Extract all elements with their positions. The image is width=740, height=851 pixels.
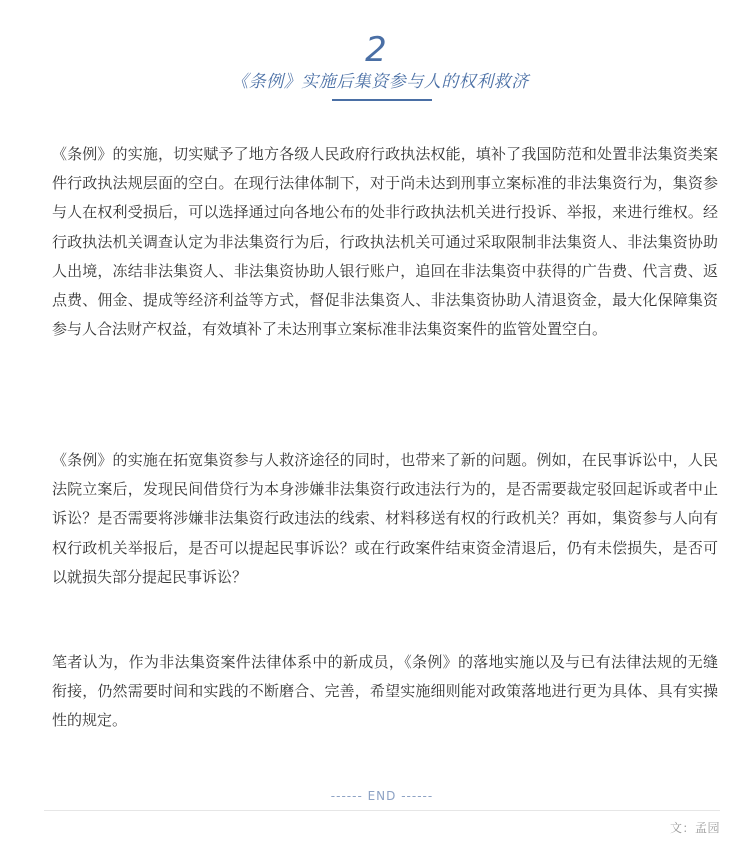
author-credit: 文：孟园 [669,821,720,835]
body-paragraph: 《条例》的实施在拓宽集资参与人救济途径的同时，也带来了新的问题。例如，在民事诉讼中，人民法院立案后，发现民间借贷行为本身涉嫌非法集资行政违法行为的，是否需要裁定驳回起诉或者中止诉讼？是否需要将涉嫌非法集资行政违法的线索、材料移送有权的行政机关？再如，集资参与人向有权行政机关举报后，是否可以提起民事诉讼？或在行政案件结束资金清退后，仍有未偿损失，是否可以就损失部分提起民事诉讼？ [52,451,718,586]
body-paragraph: 笔者认为，作为非法集资案件法律体系中的新成员，《条例》的落地实施以及与已有法律法规的无缝衔接，仍然需要时间和实践的不断磨合、完善，希望实施细则能对政策落地进行更为具体、具有实操性的规定。 [52,653,718,730]
title-underline [332,99,432,101]
body-paragraph: 《条例》的实施，切实赋予了地方各级人民政府行政执法权能，填补了我国防范和处置非法集资类案件行政执法规层面的空白。在现行法律体制下，对于尚未达到刑事立案标准的非法集资行为，集资参与人在权利受损后，可以选择通过向各地公布的处非行政执法机关进行投诉、举报，来进行维权。经行政执法机关调查认定为非法集资行为后，行政执法机关可通过采取限制非法集资人、非法集资协助人出境，冻结非法集资人、非法集资协助人银行账户，追回在非法集资中获得的广告费、代言费、返点费、佣金、提成等经济利益等方式，督促非法集资人、非法集资协助人清退资金，最大化保障集资参与人合法财产权益，有效填补了未达刑事立案标准非法集资案件的监管处置空白。 [52,145,718,339]
section-number: 2 [365,30,387,70]
section-title: 《条例》实施后集资参与人的权利救济 [231,72,529,92]
end-marker: ------ END ------ [330,789,434,803]
end-divider [44,810,720,811]
